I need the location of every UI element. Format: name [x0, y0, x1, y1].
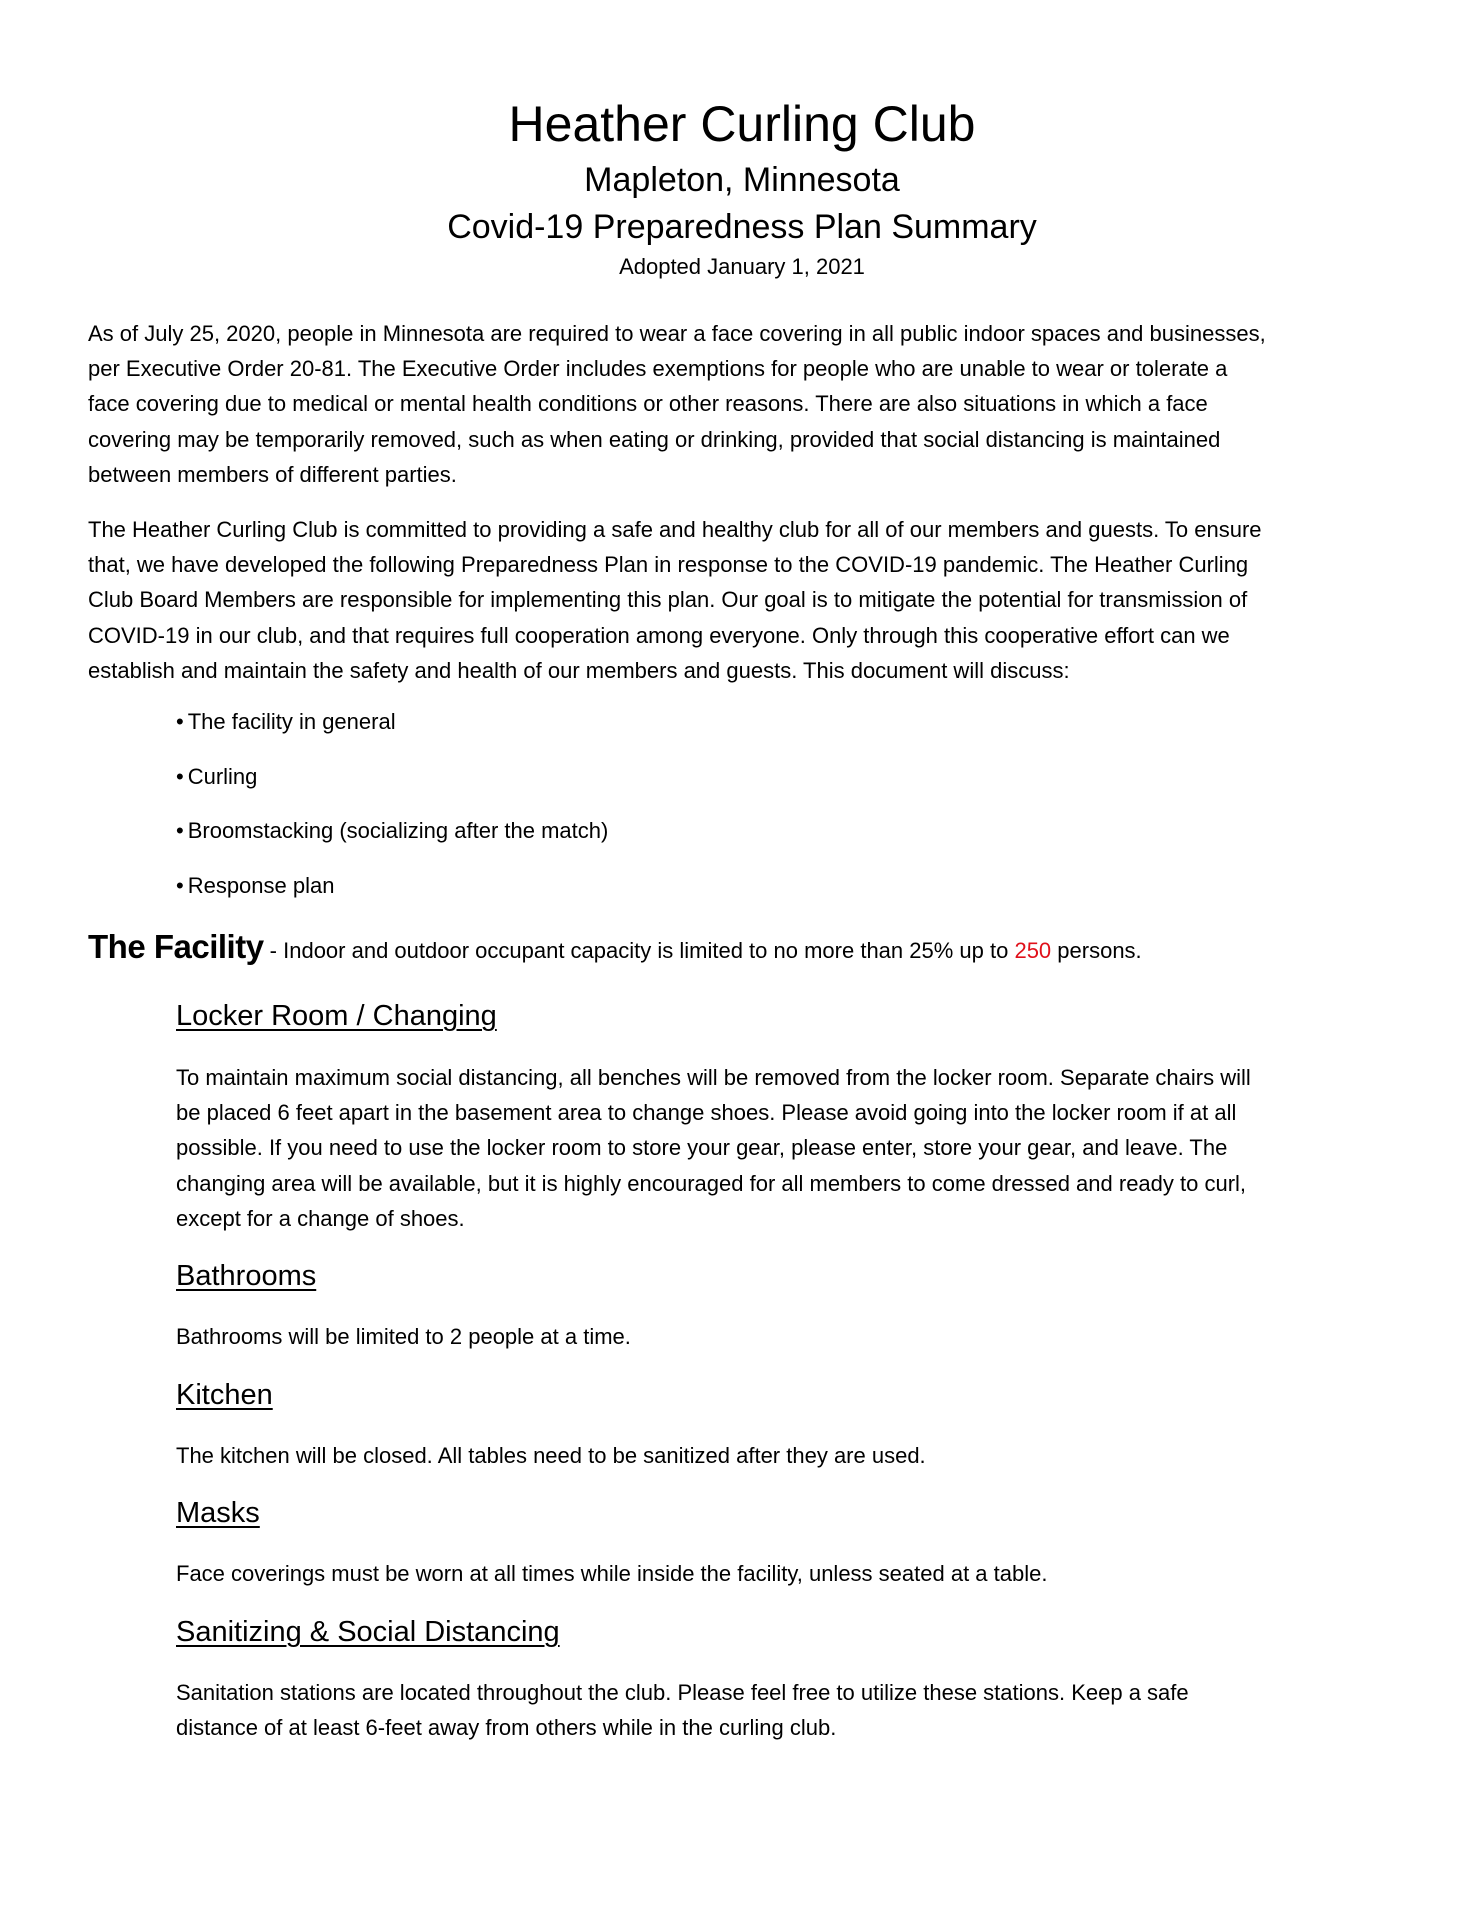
- document-subtitle: Covid-19 Preparedness Plan Summary: [447, 208, 1037, 246]
- capacity-limit: 250: [1014, 938, 1052, 963]
- paragraph-line: possible. If you need to use the locker room to store your gear, please enter, store your gear, and leave. The: [176, 1135, 1228, 1161]
- topic-label: The facility in general: [187, 709, 396, 734]
- topic-label: Response plan: [187, 872, 335, 898]
- subsection-body-kitchen: [176, 1438, 1408, 1473]
- paragraph-line: Bathrooms will be limited to 2 people at a time.: [176, 1324, 631, 1349]
- paragraph-line: Club Board Members are responsible for implementing this plan. Our goal is to mitigate the potential for transmission of: [88, 587, 1248, 613]
- document-title: Heather Curling Club: [508, 96, 976, 152]
- subsection-heading-kitchen: Kitchen: [176, 1379, 273, 1411]
- paragraph-line: distance of at least 6-feet away from others while in the curling club.: [176, 1715, 837, 1741]
- intro-paragraph-2: [88, 512, 1408, 688]
- paragraph-line: To maintain maximum social distancing, all benches will be removed from the locker room. Separate chairs will: [176, 1065, 1251, 1090]
- paragraph-line: between members of different parties.: [88, 461, 457, 487]
- capacity-text-suffix: persons.: [1051, 938, 1142, 963]
- adoption-date: Adopted January 1, 2021: [619, 254, 865, 279]
- paragraph-line: establish and maintain the safety and health of our members and guests. This document will discuss:: [88, 657, 1070, 683]
- list-item: [176, 759, 608, 814]
- list-item: [176, 704, 608, 759]
- subsection-heading-sanitizing: Sanitizing & Social Distancing: [176, 1616, 560, 1648]
- paragraph-line: changing area will be available, but it is highly encouraged for all members to come dressed and ready to curl,: [176, 1170, 1247, 1196]
- intro-paragraph-1: [88, 316, 1408, 492]
- paragraph-line: Face coverings must be worn at all times while inside the facility, unless seated at a table.: [176, 1561, 1048, 1586]
- paragraph-line: face covering due to medical or mental health conditions or other reasons. There are also situations in which a face: [88, 391, 1208, 417]
- topic-label: Broomstacking (socializing after the match): [187, 818, 609, 843]
- document-location: Mapleton, Minnesota: [584, 161, 900, 199]
- capacity-text-prefix: - Indoor and outdoor occupant capacity is limited to no more than 25% up to: [263, 938, 1015, 963]
- paragraph-line: Sanitation stations are located throughout the club. Please feel free to utilize these stations. Keep a safe: [176, 1680, 1189, 1705]
- subsection-body-locker-room: [176, 1060, 1408, 1236]
- capacity-description: [264, 938, 1142, 963]
- list-item: [176, 868, 608, 923]
- bullet-icon: •: [176, 763, 184, 789]
- paragraph-line: As of July 25, 2020, people in Minnesota are required to wear a face covering in all public indoor spaces and businesses,: [88, 321, 1266, 346]
- section-heading: The Facility: [88, 928, 264, 965]
- paragraph-line: COVID-19 in our club, and that requires full cooperation among everyone. Only through this cooperative effort can we: [88, 622, 1230, 648]
- paragraph-line: per Executive Order 20-81. The Executive Order includes exemptions for people who are unable to wear or tolerate a: [88, 356, 1228, 382]
- bullet-icon: •: [176, 872, 184, 898]
- facility-section-header: [88, 930, 1142, 963]
- paragraph-line: The kitchen will be closed. All tables need to be sanitized after they are used.: [176, 1443, 926, 1468]
- bullet-icon: •: [176, 709, 184, 734]
- subsection-heading-bathrooms: Bathrooms: [176, 1260, 317, 1292]
- topics-list: [176, 704, 608, 922]
- paragraph-line: that, we have developed the following Preparedness Plan in response to the COVID-19 pandemic. The Heather Curling: [88, 552, 1249, 578]
- bullet-icon: •: [176, 818, 184, 843]
- paragraph-line: be placed 6 feet apart in the basement area to change shoes. Please avoid going into the locker room if at all: [176, 1100, 1237, 1126]
- paragraph-line: covering may be temporarily removed, such as when eating or drinking, provided that social distancing is maintained: [88, 426, 1221, 452]
- subsection-body-bathrooms: [176, 1319, 1408, 1354]
- subsection-body-masks: [176, 1556, 1408, 1591]
- paragraph-line: The Heather Curling Club is committed to providing a safe and healthy club for all of our members and guests. To ensure: [88, 517, 1262, 542]
- subsection-heading-locker-room: Locker Room / Changing: [176, 1000, 497, 1032]
- subsection-heading-masks: Masks: [176, 1497, 260, 1529]
- paragraph-line: except for a change of shoes.: [176, 1205, 465, 1231]
- subsection-body-sanitizing: [176, 1675, 1408, 1745]
- list-item: [176, 813, 608, 868]
- topic-label: Curling: [187, 763, 258, 789]
